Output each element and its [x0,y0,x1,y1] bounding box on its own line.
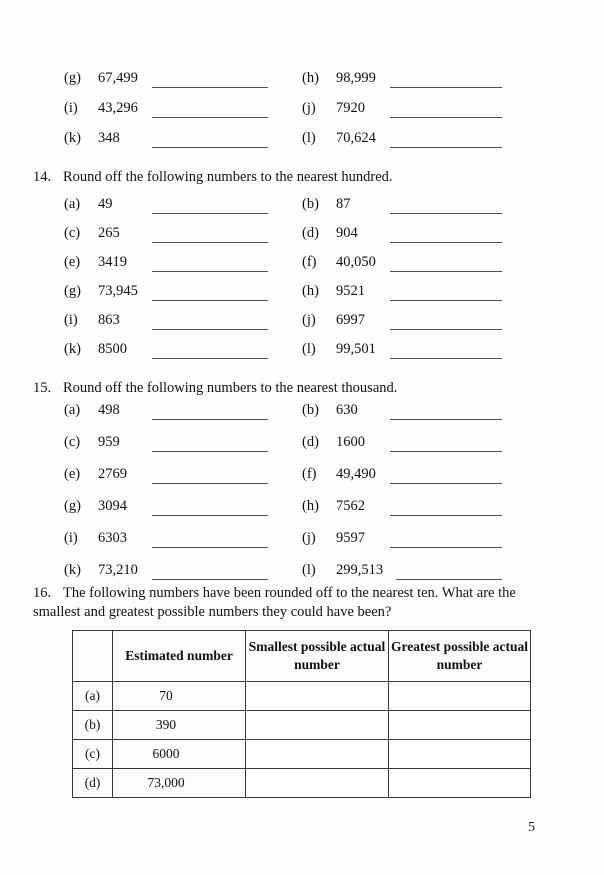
item-value: 3094 [98,498,127,514]
greatest-answer-cell[interactable] [389,711,531,740]
estimated-number: 390 [113,711,246,740]
row-label: (a) [73,682,113,711]
estimated-number: 70 [113,682,246,711]
item-label: (b) [302,402,319,418]
answer-blank[interactable] [152,242,268,243]
answer-blank[interactable] [390,147,502,148]
item-value: 49 [98,196,113,212]
item-value: 863 [98,312,120,328]
item-value: 67,499 [98,70,138,86]
item-label: (g) [64,283,81,299]
item-value: 40,050 [336,254,376,270]
answer-blank[interactable] [152,451,268,452]
answer-blank[interactable] [152,117,268,118]
question-text: Round off the following numbers to the nearest hundred. [63,169,393,185]
answer-blank[interactable] [390,419,502,420]
item-label: (k) [64,130,81,146]
answer-blank[interactable] [390,87,502,88]
item-value: 9521 [336,283,365,299]
item-label: (g) [64,498,81,514]
answer-blank[interactable] [390,358,502,359]
item-label: (i) [64,530,78,546]
answer-blank[interactable] [152,271,268,272]
item-value: 630 [336,402,358,418]
table-row [73,740,531,769]
item-value: 904 [336,225,358,241]
item-value: 2769 [98,466,127,482]
answer-blank[interactable] [390,483,502,484]
item-value: 73,210 [98,562,138,578]
item-value: 9597 [336,530,365,546]
page-number: 5 [528,820,535,835]
greatest-answer-cell[interactable] [389,740,531,769]
table-header-smallest: Smallest possible actual number [246,631,389,682]
question-number: 16. [33,585,52,601]
item-label: (f) [302,254,317,270]
answer-blank[interactable] [390,117,502,118]
item-label: (d) [302,225,319,241]
item-label: (l) [302,341,316,357]
smallest-answer-cell[interactable] [246,740,389,769]
rounding-table [72,630,531,798]
answer-blank[interactable] [396,579,502,580]
item-label: (g) [64,70,81,86]
table-header-blank [73,631,113,682]
item-label: (k) [64,562,81,578]
item-label: (e) [64,466,81,482]
item-value: 7562 [336,498,365,514]
item-value: 6303 [98,530,127,546]
answer-blank[interactable] [152,213,268,214]
table-header-row [73,631,531,682]
greatest-answer-cell[interactable] [389,682,531,711]
item-value: 49,490 [336,466,376,482]
smallest-answer-cell[interactable] [246,682,389,711]
item-value: 87 [336,196,351,212]
item-label: (i) [64,312,78,328]
item-value: 98,999 [336,70,376,86]
item-value: 8500 [98,341,127,357]
item-value: 959 [98,434,120,450]
question-number: 14. [33,169,52,185]
item-label: (j) [302,312,316,328]
answer-blank[interactable] [390,547,502,548]
answer-blank[interactable] [390,242,502,243]
item-label: (h) [302,283,319,299]
item-label: (c) [64,434,81,450]
estimated-number: 6000 [113,740,246,769]
item-label: (k) [64,341,81,357]
item-label: (e) [64,254,81,270]
item-label: (c) [64,225,81,241]
answer-blank[interactable] [390,213,502,214]
answer-blank[interactable] [152,300,268,301]
item-value: 6997 [336,312,365,328]
row-label: (c) [73,740,113,769]
item-value: 99,501 [336,341,376,357]
question-text: The following numbers have been rounded off to the nearest ten. What are the smallest and greatest possible numbers they could have been? [33,585,516,620]
question-text: Round off the following numbers to the nearest thousand. [63,380,398,396]
answer-blank[interactable] [152,547,268,548]
item-label: (h) [302,70,319,86]
estimated-number: 73,000 [113,769,246,798]
answer-blank[interactable] [152,419,268,420]
row-label: (d) [73,769,113,798]
row-label: (b) [73,711,113,740]
item-label: (a) [64,402,81,418]
answer-blank[interactable] [390,451,502,452]
item-value: 70,624 [336,130,376,146]
question-14-heading [33,168,573,187]
greatest-answer-cell[interactable] [389,769,531,798]
table-row [73,769,531,798]
smallest-answer-cell[interactable] [246,711,389,740]
table-row [73,711,531,740]
item-label: (i) [64,100,78,116]
item-label: (d) [302,434,319,450]
item-value: 73,945 [98,283,138,299]
table-header-estimated: Estimated number [113,631,246,682]
smallest-answer-cell[interactable] [246,769,389,798]
answer-blank[interactable] [152,515,268,516]
item-label: (j) [302,100,316,116]
item-label: (a) [64,196,81,212]
answer-blank[interactable] [390,329,502,330]
item-value: 265 [98,225,120,241]
answer-blank[interactable] [152,358,268,359]
question-number: 15. [33,380,52,396]
item-label: (h) [302,498,319,514]
item-label: (l) [302,130,316,146]
item-value: 43,296 [98,100,138,116]
answer-blank[interactable] [152,483,268,484]
item-value: 299,513 [336,562,384,578]
answer-blank[interactable] [390,271,502,272]
item-value: 1600 [336,434,365,450]
question-16-heading [33,584,548,622]
table-row [73,682,531,711]
item-value: 498 [98,402,120,418]
item-label: (f) [302,466,317,482]
answer-blank[interactable] [152,329,268,330]
item-value: 3419 [98,254,127,270]
answer-blank[interactable] [390,300,502,301]
item-label: (b) [302,196,319,212]
question-15-heading [33,379,573,398]
item-label: (l) [302,562,316,578]
answer-blank[interactable] [390,515,502,516]
answer-blank[interactable] [152,147,268,148]
table-header-greatest: Greatest possible actual number [389,631,531,682]
answer-blank[interactable] [152,87,268,88]
item-label: (j) [302,530,316,546]
answer-blank[interactable] [152,579,268,580]
item-value: 7920 [336,100,365,116]
item-value: 348 [98,130,120,146]
